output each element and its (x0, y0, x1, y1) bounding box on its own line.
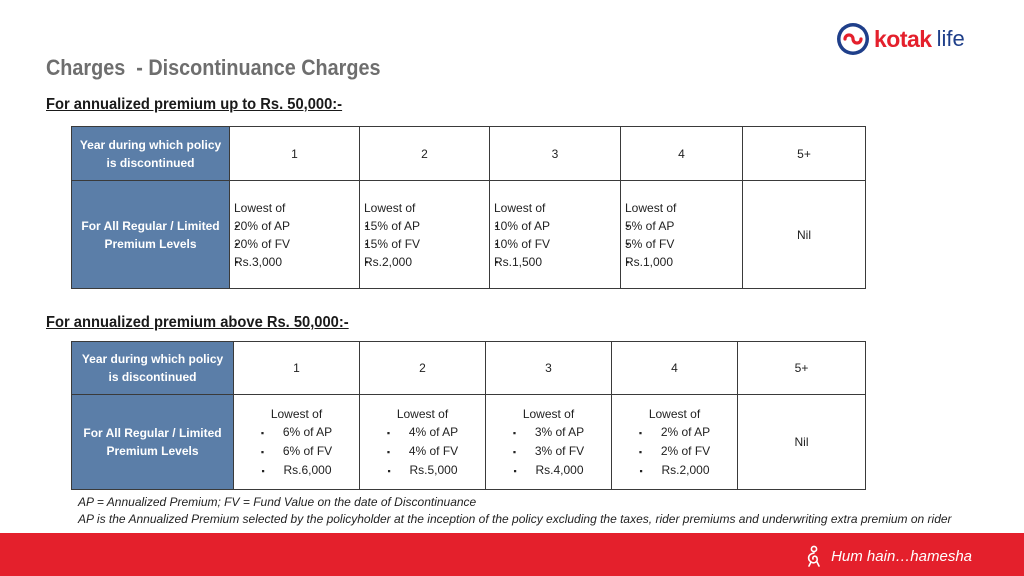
list-item: ▪ 5% of AP (625, 217, 742, 235)
kotak-life-logo (836, 22, 965, 56)
section-heading-above-50000: For annualized premium above Rs. 50,000:- (46, 314, 349, 331)
footer-bar (0, 533, 1024, 576)
list-item-text: 6% of AP (282, 424, 333, 439)
charge-intro: Lowest of (364, 200, 416, 215)
charge-cell (490, 181, 621, 289)
charge-intro: Lowest of (234, 200, 286, 215)
tagline-text: Hum hain…hamesha (831, 547, 972, 565)
charge-list (234, 217, 359, 271)
charge-intro: Lowest of (396, 406, 449, 421)
list-item: ▪ 5% of FV (625, 235, 742, 253)
list-item: ▪ 15% of AP (364, 217, 489, 235)
charge-list (486, 423, 611, 480)
list-item: ▪ 2% of FV (638, 443, 711, 458)
section-heading-up-to-50000: For annualized premium up to Rs. 50,000:- (46, 96, 343, 113)
table-row (72, 181, 866, 289)
list-item-text: 2% of FV (660, 443, 711, 458)
charge-list (234, 423, 359, 480)
list-item: ▪ Rs.2,000 (639, 462, 710, 477)
charges-table-up-to-50000 (71, 126, 866, 289)
year-cell: 2 (360, 127, 490, 181)
charge-cell (612, 395, 738, 490)
list-item: ▪ Rs.5,000 (387, 462, 458, 477)
year-header-cell: Year during which policy is discontinued (72, 342, 234, 395)
list-item-text: 6% of FV (282, 443, 333, 458)
charge-intro: Lowest of (625, 200, 677, 215)
list-item: ▪ Rs.4,000 (513, 462, 584, 477)
year-header-cell: Year during which policy is discontinued (72, 127, 230, 181)
premium-level-label-cell: For All Regular / Limited Premium Levels (72, 395, 234, 490)
list-item: ▪ 3% of AP (512, 424, 585, 439)
table-row (72, 395, 866, 490)
list-item: ▪ 4% of AP (386, 424, 459, 439)
nil-cell: Nil (738, 395, 866, 490)
charge-intro: Lowest of (648, 406, 701, 421)
list-item-text: Rs.5,000 (409, 462, 458, 477)
list-item-text: Rs.4,000 (535, 462, 584, 477)
year-cell: 5+ (738, 342, 866, 395)
footnote: AP is the Annualized Premium selected by the policyholder at the inception of the policy excluding the taxes, rider premiums and underwriting extra premium on rider (78, 512, 952, 526)
list-item: ▪ Rs.1,000 (625, 253, 742, 271)
table-header-row (72, 127, 866, 181)
list-item: ▪ Rs.1,500 (494, 253, 620, 271)
charge-cell (360, 181, 490, 289)
charge-cell (621, 181, 743, 289)
person-swirl-icon (805, 545, 823, 567)
footnote: AP = Annualized Premium; FV = Fund Value on the date of Discontinuance (78, 495, 477, 509)
year-cell: 5+ (743, 127, 866, 181)
list-item-text: Rs.6,000 (283, 462, 332, 477)
list-item: ▪ 20% of AP (234, 217, 359, 235)
list-item-text: 3% of AP (534, 424, 585, 439)
list-item-text: 2% of AP (660, 424, 711, 439)
list-item: ▪ 6% of AP (260, 424, 333, 439)
table-header-row (72, 342, 866, 395)
list-item-text: 4% of FV (408, 443, 459, 458)
list-item-text: 4% of AP (408, 424, 459, 439)
charges-table-above-50000 (71, 341, 866, 490)
year-cell: 4 (621, 127, 743, 181)
year-cell: 2 (360, 342, 486, 395)
charge-cell (234, 395, 360, 490)
charge-intro: Lowest of (270, 406, 323, 421)
year-cell: 3 (490, 127, 621, 181)
list-item: ▪ 10% of AP (494, 217, 620, 235)
charge-cell (230, 181, 360, 289)
page-title: Charges - Discontinuance Charges (46, 55, 381, 80)
list-item: ▪ 20% of FV (234, 235, 359, 253)
list-item-text: 3% of FV (534, 443, 585, 458)
list-item: ▪ 15% of FV (364, 235, 489, 253)
nil-cell: Nil (743, 181, 866, 289)
tagline (805, 545, 972, 567)
charge-cell (360, 395, 486, 490)
list-item: ▪ 4% of FV (386, 443, 459, 458)
year-cell: 1 (234, 342, 360, 395)
charge-list (360, 423, 485, 480)
year-cell: 3 (486, 342, 612, 395)
list-item: ▪ Rs.3,000 (234, 253, 359, 271)
list-item: ▪ 6% of FV (260, 443, 333, 458)
footnotes (78, 494, 952, 528)
charge-list (612, 423, 737, 480)
logo-sub-text: life (936, 26, 965, 51)
list-item: ▪ Rs.2,000 (364, 253, 489, 271)
logo-brand-text: kotak (874, 25, 932, 52)
charge-list (494, 217, 620, 271)
list-item-text: Rs.2,000 (661, 462, 710, 477)
charge-intro: Lowest of (522, 406, 575, 421)
list-item: ▪ 2% of AP (638, 424, 711, 439)
charge-intro: Lowest of (494, 200, 546, 215)
list-item: ▪ 3% of FV (512, 443, 585, 458)
list-item: ▪ 10% of FV (494, 235, 620, 253)
list-item: ▪ Rs.6,000 (261, 462, 332, 477)
charge-list (625, 217, 742, 271)
charge-cell (486, 395, 612, 490)
year-cell: 1 (230, 127, 360, 181)
kotak-logo-icon (836, 22, 870, 56)
premium-level-label-cell: For All Regular / Limited Premium Levels (72, 181, 230, 289)
charge-list (364, 217, 489, 271)
year-cell: 4 (612, 342, 738, 395)
